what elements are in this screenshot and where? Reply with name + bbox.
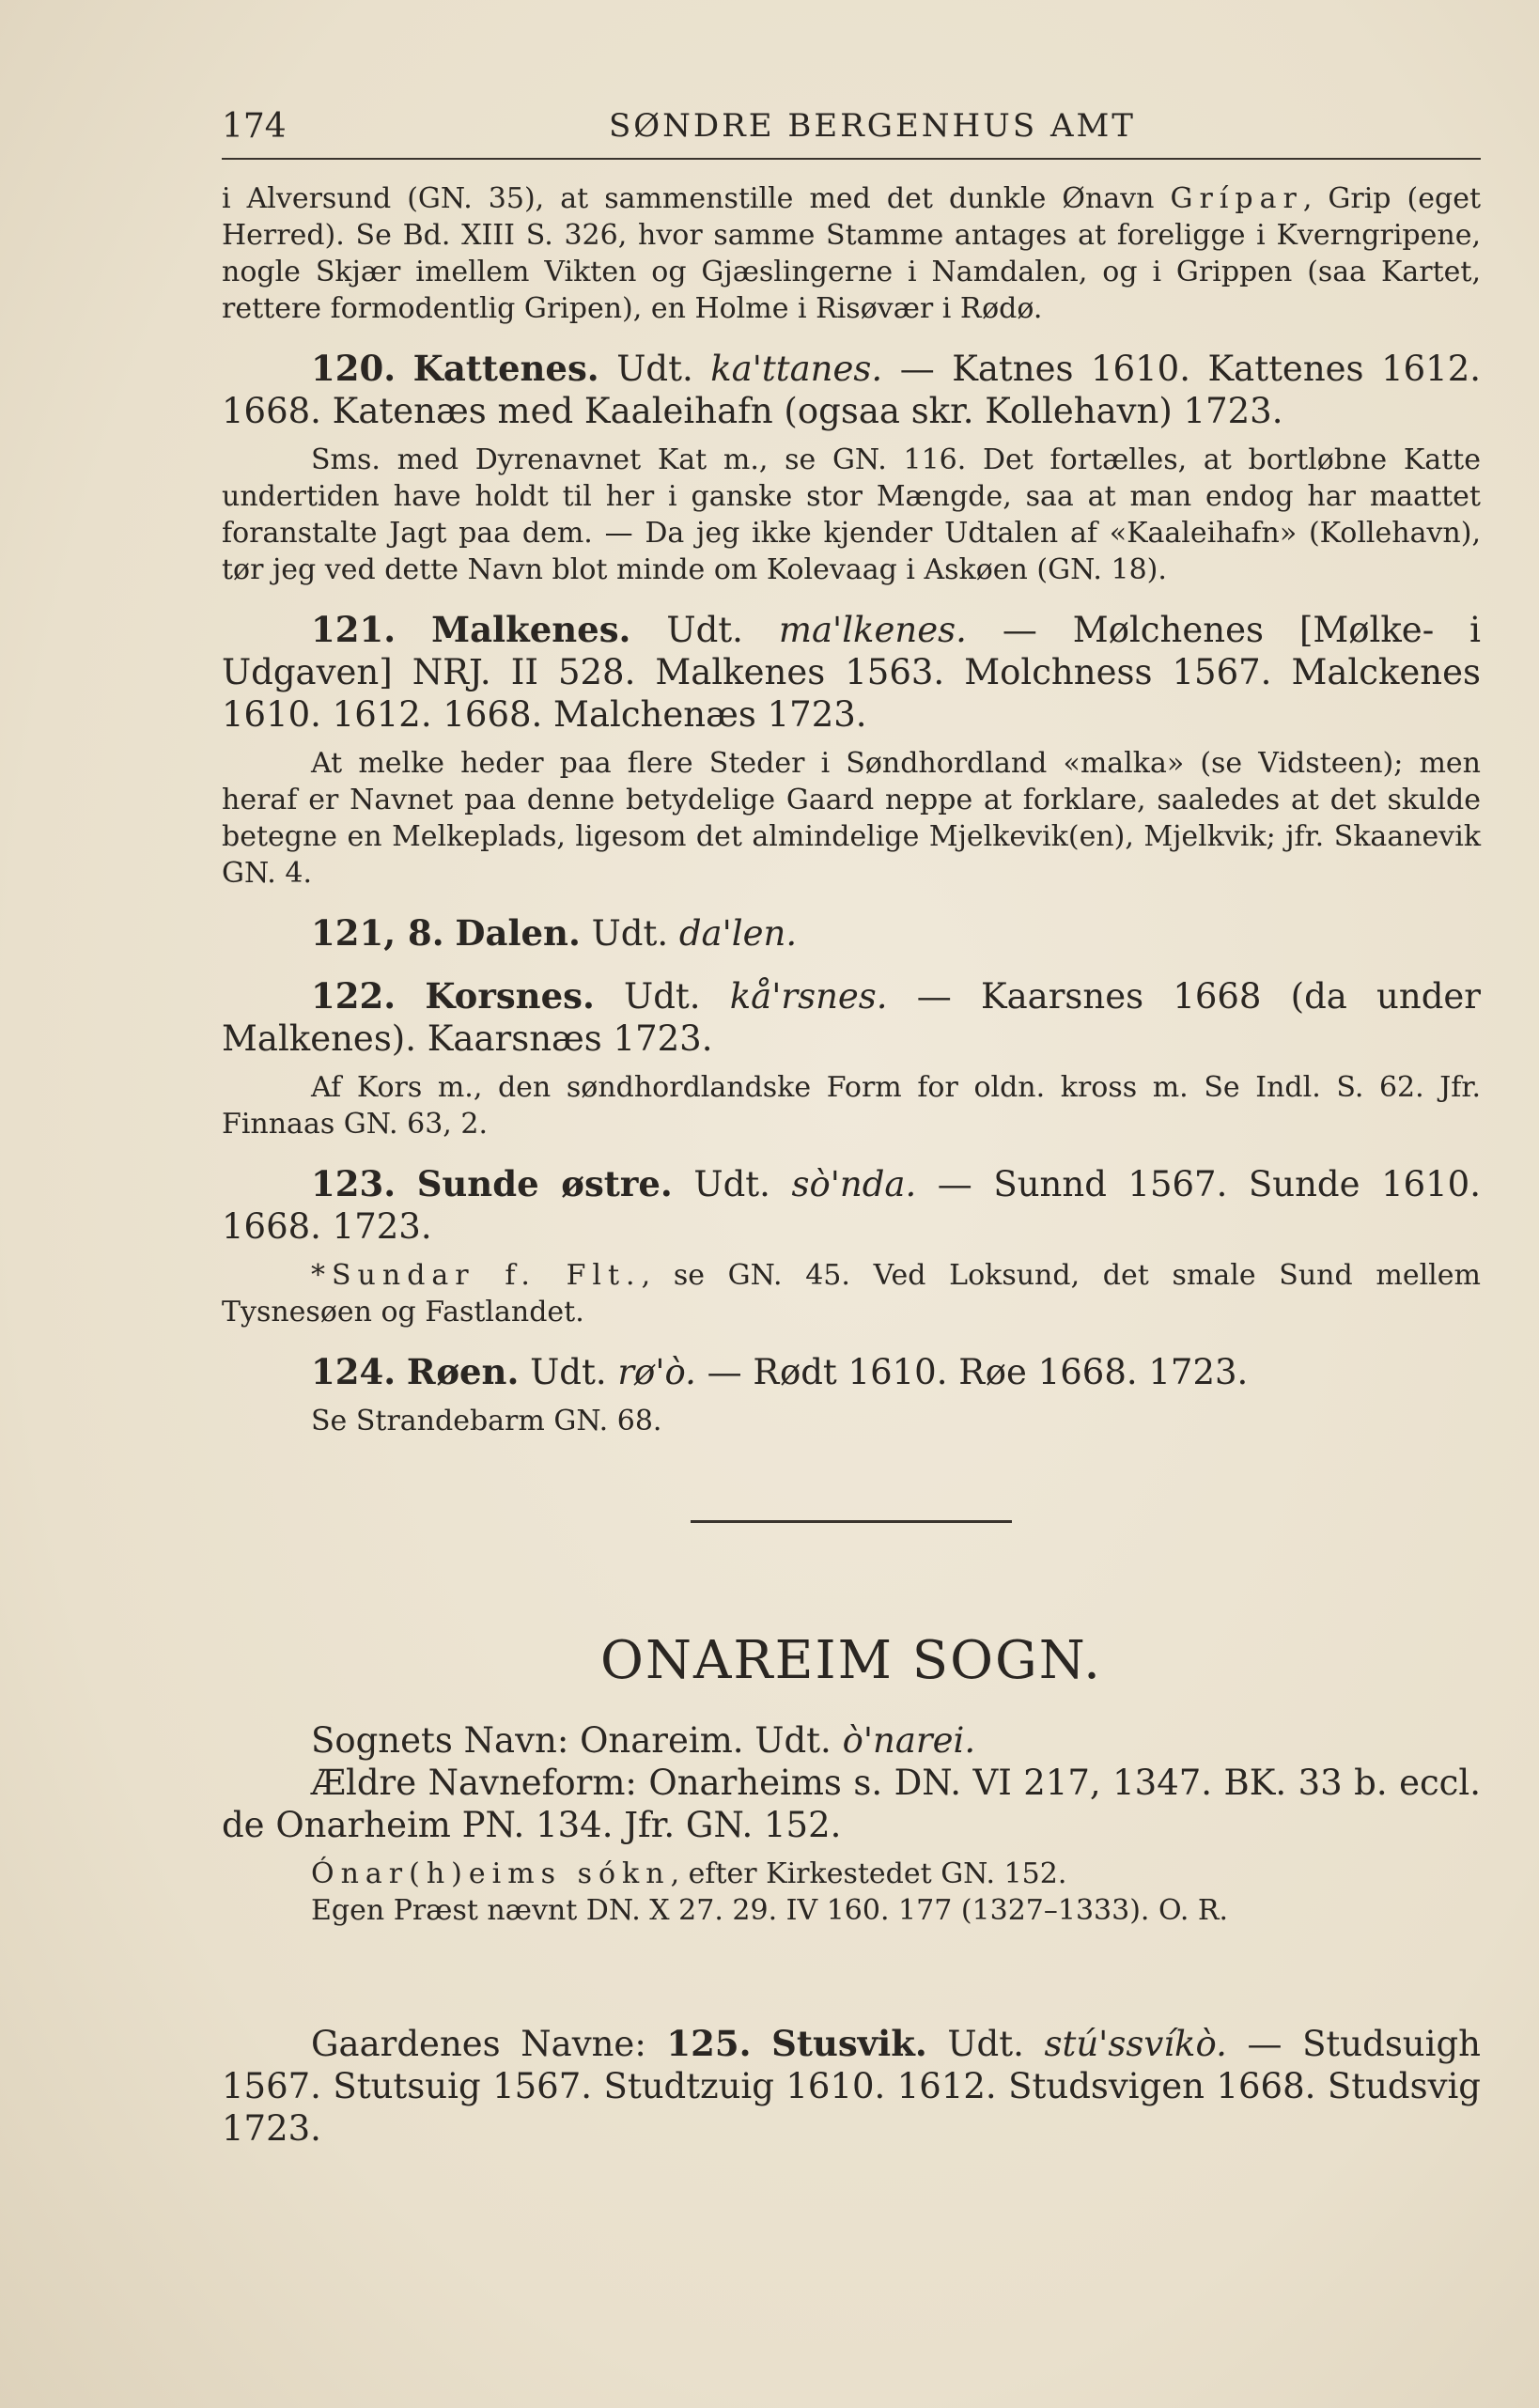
entry-124-note: Se Strandebarm GN. 68. xyxy=(311,1405,662,1437)
pronunciation: ka'ttanes. xyxy=(710,349,883,389)
entry-123-note: *Sundar f. Flt., se GN. 45. Ved Loksund, det smale Sund mellem Tysnesøen og Fastlandet. xyxy=(222,1259,1481,1328)
intro-paragraph: i Alversund (GN. 35), at sammenstille med det dunkle Ønavn Grípar, Grip (eget Herred). Se Bd. XIII S. 326, hvor samme Stamme antages at foreligge i Kverngripene, nogle Skjær imellem Vikten og Gjæslingerne i Namdalen, og i Grippen (saa Kartet, rettere formodentlig Gripen), en Holme i Risøvær i Rødø. xyxy=(222,182,1482,325)
entry-120-heading: 120. Kattenes. Udt. ka'ttanes. — Katnes 1610. Kattenes 1612. 1668. Katenæs med Kaaleihafn (ogsaa skr. Kollehavn) 1723. xyxy=(222,348,1481,431)
pronunciation: rø'ò. xyxy=(617,1352,696,1392)
entry-121-heading: 121. Malkenes. Udt. ma'lkenes. — Mølchenes [Mølke- i Udgaven] NRJ. II 528. Malkenes 1563. Molchness 1567. Malckenes 1610. 1612. 1668. Malchenæs 1723. xyxy=(222,609,1482,735)
section-title: ONAREIM SOGN. xyxy=(600,1630,1102,1691)
entry-121-note: At melke heder paa flere Steder i Søndhordland «malka» (se Vidsteen); men heraf er Navnet paa denne betydelige Gaard neppe at forklare, saaledes at det skulde betegne en Melkeplads, ligesom det almindelige Mjelkevik(en), Mjelkvik; jfr. Skaanevik GN. 4. xyxy=(222,747,1481,890)
farm-name: Røen. xyxy=(406,1351,520,1392)
priest-line: Egen Præst nævnt DN. X 27. 29. IV 160. 177 (1327–1333). O. R. xyxy=(311,1894,1229,1927)
farm-name: Dalen. xyxy=(455,912,581,954)
page-content xyxy=(222,101,1481,2150)
farm-name: Malkenes. xyxy=(431,609,631,650)
entry-122-heading: 122. Korsnes. Udt. kå'rsnes. — Kaarsnes 1668 (da under Malkenes). Kaarsnæs 1723. xyxy=(222,975,1481,1059)
running-header xyxy=(222,101,1481,160)
entry-121-8-heading: 121, 8. Dalen. Udt. da'len. xyxy=(311,912,798,954)
farm-name: Korsnes. xyxy=(425,975,595,1017)
entry-123-heading: 123. Sunde østre. Udt. sò'nda. — Sunnd 1567. Sunde 1610. 1668. 1723. xyxy=(222,1163,1481,1247)
entry-120-note: Sms. med Dyrenavnet Kat m., se GN. 116. Det fortælles, at bortløbne Katte undertiden have holdt til her i ganske stor Mængde, saa at man endog har maattet foranstalte Jagt paa dem. — Da jeg ikke kjender Udtalen af «Kaaleihafn» (Kollehavn), tør jeg ved dette Navn blot minde om Kolevaag i Askøen (GN. 18). xyxy=(222,443,1481,586)
farm-names-entry: Gaardenes Navne: 125. Stusvik. Udt. stú'ssvíkò. — Studsuigh 1567. Stutsuig 1567. Studtzuig 1610. 1612. Studsvigen 1668. Studsvig 1723. xyxy=(222,2023,1481,2149)
pronunciation: ma'lkenes. xyxy=(778,610,967,650)
pronunciation: da'len. xyxy=(678,913,798,954)
parish-name-line: Sognets Navn: Onareim. Udt. ò'narei. xyxy=(311,1720,976,1761)
running-title: SØNDRE BERGENHUS AMT xyxy=(609,107,1136,145)
section-divider xyxy=(691,1520,1012,1523)
farm-name: Kattenes. xyxy=(412,348,599,389)
pronunciation: sò'nda. xyxy=(791,1164,917,1204)
entry-122-note: Af Kors m., den søndhordlandske Form for oldn. kross m. Se Indl. S. 62. Jfr. Finnaas GN. 63, 2. xyxy=(222,1071,1481,1141)
pronunciation: stú'ssvíkò. xyxy=(1044,2024,1227,2064)
gripar-word: Grípar xyxy=(1170,182,1303,215)
farm-name: Sunde østre. xyxy=(416,1163,673,1204)
entry-124-heading: 124. Røen. Udt. rø'ò. — Rødt 1610. Røe 1668. 1723. xyxy=(311,1351,1249,1392)
older-form-line: Ældre Navneform: Onarheims s. DN. VI 217, 1347. BK. 33 b. eccl. de Onarheim PN. 134. Jfr. GN. 152. xyxy=(222,1763,1481,1845)
pronunciation: kå'rsnes. xyxy=(729,976,888,1017)
spacer xyxy=(222,1929,1481,2023)
old-norse-line: Ónar(h)eims sókn, efter Kirkestedet GN. 152. xyxy=(311,1857,1067,1890)
pronunciation: ò'narei. xyxy=(842,1720,976,1761)
page-number: 174 xyxy=(222,107,287,146)
farm-name: Stusvik. xyxy=(771,2023,927,2064)
